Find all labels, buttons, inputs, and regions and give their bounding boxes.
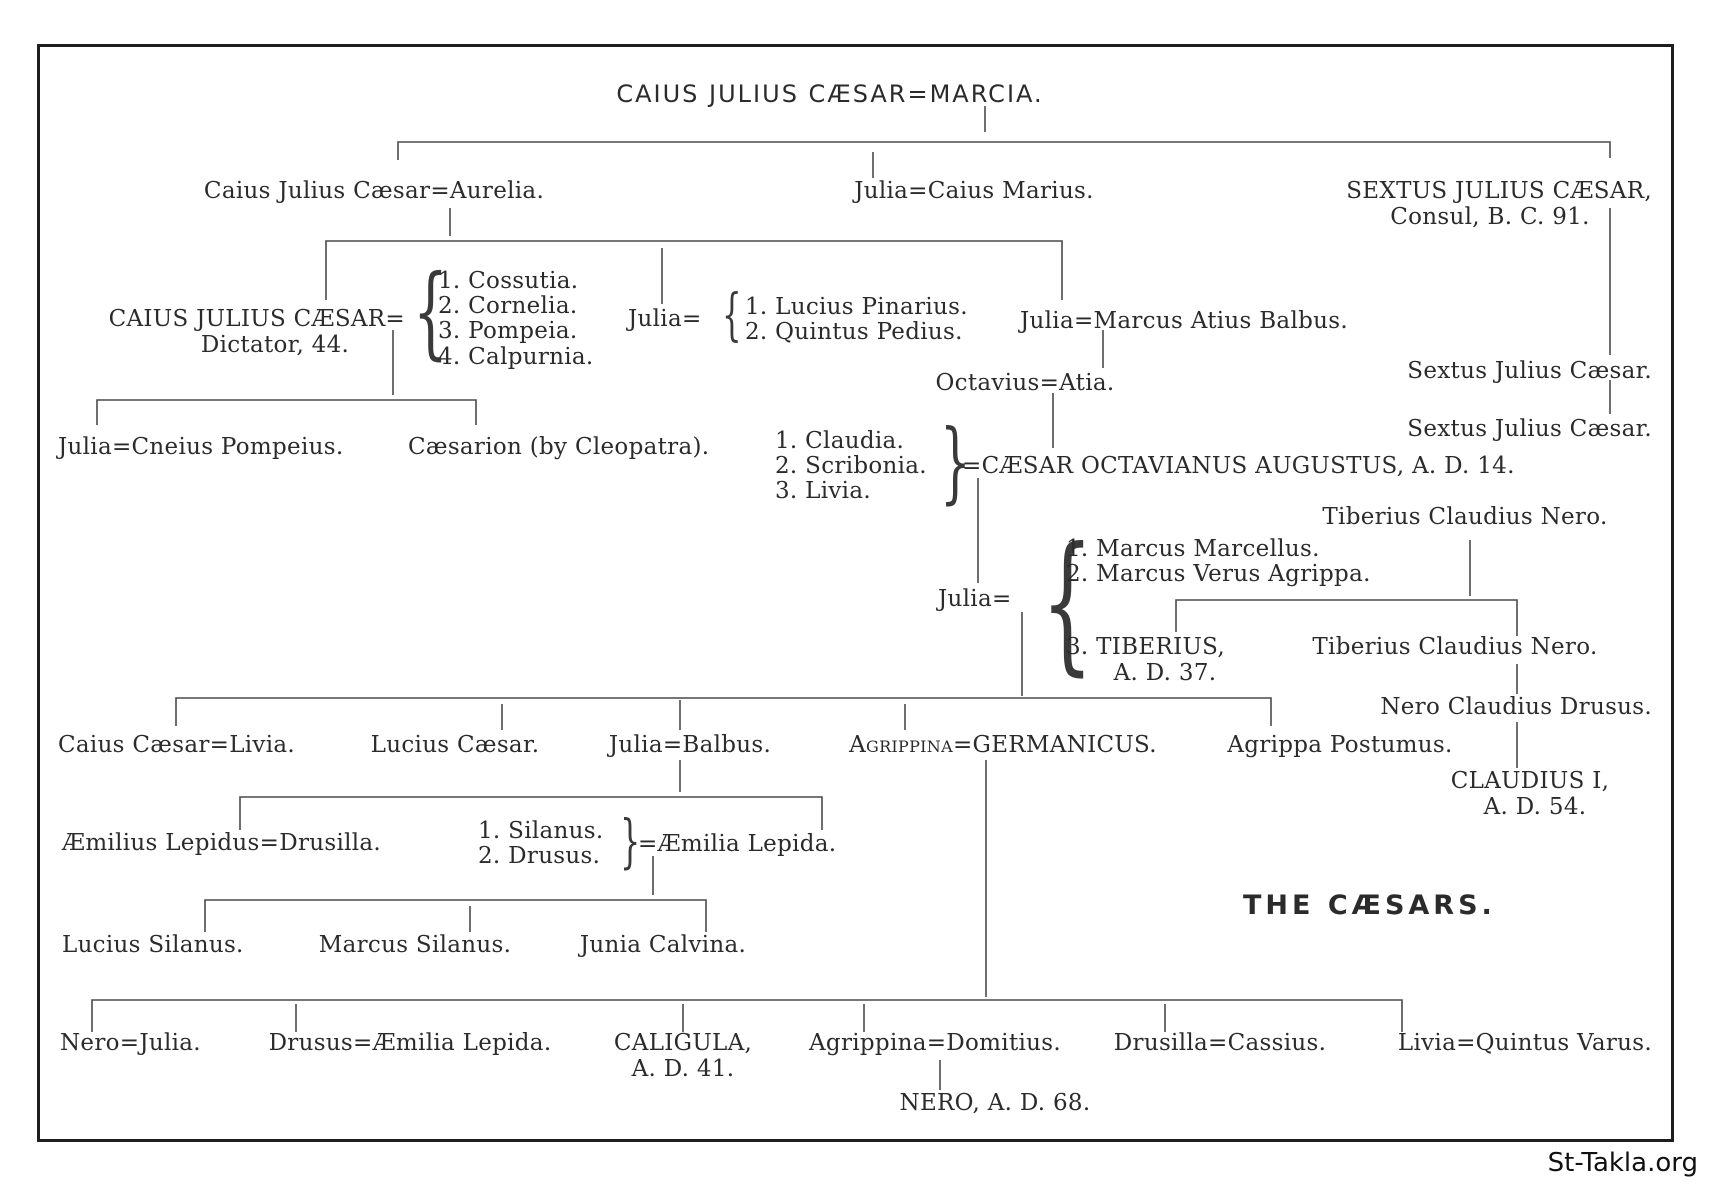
diagram-title: THE CÆSARS. [1243, 890, 1496, 921]
node-agrippina-domitius: Agrippina=Domitius. [809, 1030, 1061, 1056]
node-tiberius-nero-2: Tiberius Claudius Nero. [1312, 634, 1598, 660]
husband-drusus: 2. Drusus. [478, 843, 601, 869]
spouse-agrippa: 2. Marcus Verus Agrippa. [1066, 561, 1371, 587]
node-agrippina-germanicus: Agrippina=GERMANICUS. [849, 732, 1157, 758]
node-claudius-note: A. D. 54. [1483, 794, 1587, 820]
spouse-tiberius: 3. TIBERIUS, [1066, 634, 1226, 660]
node-julia-marius: Julia=Caius Marius. [854, 178, 1094, 204]
node-sextus-2: Sextus Julius Cæsar. [1407, 358, 1652, 384]
node-drusilla-cassius: Drusilla=Cassius. [1113, 1030, 1327, 1056]
node-nero-julia: Nero=Julia. [60, 1030, 201, 1056]
node-junia-calvina: Junia Calvina. [579, 932, 747, 958]
spouse-marcellus: 1. Marcus Marcellus. [1066, 536, 1320, 562]
node-sextus-3: Sextus Julius Cæsar. [1407, 416, 1652, 442]
wife-4: 4. Calpurnia. [438, 344, 594, 370]
spouse-tiberius-note: A. D. 37. [1113, 660, 1217, 686]
node-dictator-note: Dictator, 44. [200, 332, 350, 358]
node-octavius-atia: Octavius=Atia. [935, 370, 1115, 396]
node-augustus: =CÆSAR OCTAVIANUS AUGUSTUS, A. D. 14. [962, 453, 1515, 479]
aug-wife-1: 1. Claudia. [775, 428, 905, 454]
line [176, 698, 1271, 726]
spouse-pinarius: 1. Lucius Pinarius. [745, 294, 968, 320]
brace: } [940, 410, 971, 513]
node-livia-varus: Livia=Quintus Varus. [1397, 1030, 1652, 1056]
brace: { [413, 253, 448, 370]
line [92, 1000, 1402, 1032]
line [398, 142, 1610, 160]
node-julia-pompeius: Julia=Cneius Pompeius. [58, 434, 344, 460]
node-nero-drusus: Nero Claudius Drusus. [1380, 694, 1652, 720]
node-tiberius-nero-1: Tiberius Claudius Nero. [1322, 504, 1608, 530]
spouse-pedius: 2. Quintus Pedius. [745, 319, 963, 345]
node-lucius-silanus: Lucius Silanus. [62, 932, 244, 958]
node-caius-livia: Caius Cæsar=Livia. [58, 732, 295, 758]
line [1176, 600, 1517, 636]
node-root: CAIUS JULIUS CÆSAR=MARCIA. [616, 80, 1044, 108]
node-lucius-caesar: Lucius Cæsar. [370, 732, 540, 758]
node-julia-balbus: Julia=Balbus. [608, 732, 772, 758]
brace: { [722, 283, 742, 348]
node-caesarion: Cæsarion (by Cleopatra). [408, 434, 710, 460]
brace: { [1041, 516, 1094, 690]
node-sextus-consul-note: Consul, B. C. 91. [1390, 204, 1590, 230]
watermark: St-Takla.org [1547, 1148, 1698, 1178]
aug-wife-2: 2. Scribonia. [775, 453, 927, 479]
node-sextus-consul: SEXTUS JULIUS CÆSAR, [1346, 178, 1652, 204]
aug-wife-3: 3. Livia. [775, 478, 871, 504]
node-caius-aurelia: Caius Julius Cæsar=Aurelia. [203, 178, 545, 204]
line [205, 900, 706, 932]
node-caligula: CALIGULA, [613, 1030, 753, 1056]
node-julia-augusti: Julia= [938, 586, 1012, 612]
wife-3: 3. Pompeia. [438, 318, 578, 344]
node-nero-emperor: NERO, A. D. 68. [899, 1090, 1091, 1116]
brace: } [620, 807, 641, 875]
node-aemilia-lepida: =Æmilia Lepida. [638, 831, 837, 857]
line [97, 400, 476, 425]
node-claudius: CLAUDIUS I, [1450, 768, 1610, 794]
node-agrippa-postumus: Agrippa Postumus. [1227, 732, 1453, 758]
node-aemilius-drusilla: Æmilius Lepidus=Drusilla. [62, 830, 382, 856]
node-caligula-note: A. D. 41. [631, 1056, 735, 1082]
node-julia-pinarius: Julia= [628, 306, 702, 332]
node-dictator: CAIUS JULIUS CÆSAR= [108, 306, 405, 332]
wife-1: 1. Cossutia. [438, 268, 579, 294]
node-julia-atius-balbus: Julia=Marcus Atius Balbus. [1020, 308, 1348, 334]
wife-2: 2. Cornelia. [438, 293, 578, 319]
husband-silanus: 1. Silanus. [478, 818, 604, 844]
node-drusus-aemilia: Drusus=Æmilia Lepida. [268, 1030, 552, 1056]
node-marcus-silanus: Marcus Silanus. [318, 932, 512, 958]
